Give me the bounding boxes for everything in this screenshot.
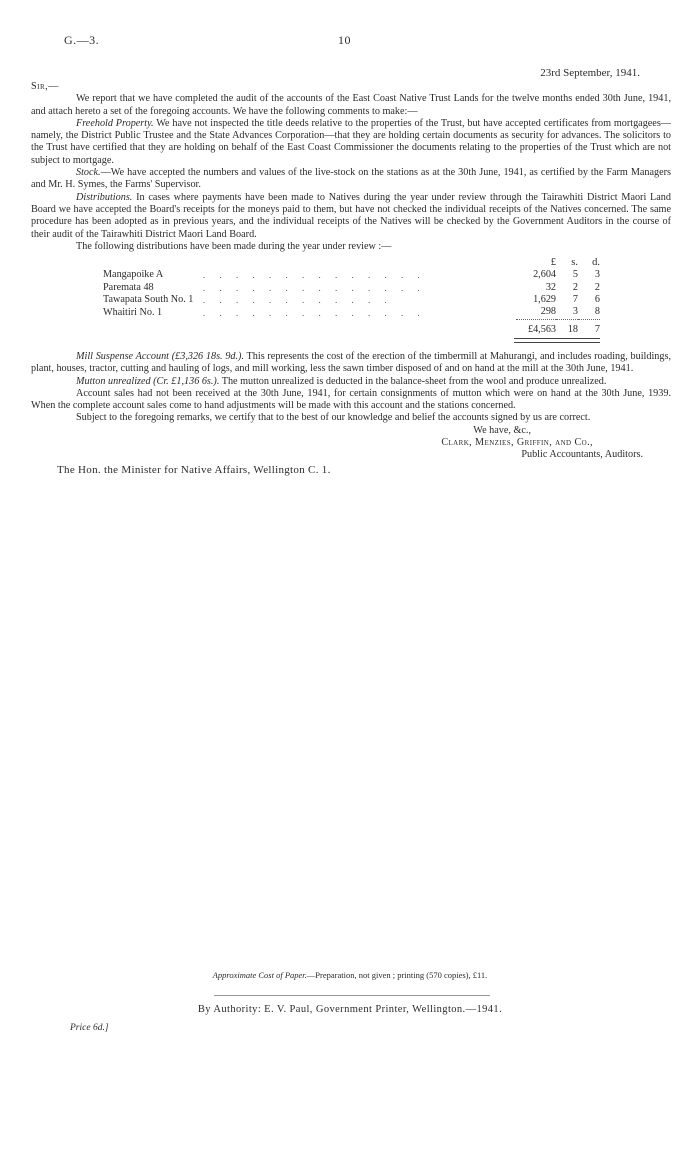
row-shillings: 5 xyxy=(572,269,578,281)
paragraph-text: Subject to the foregoing remarks, we certify that to the best of our knowledge and belief the accounts signed by us are correct. xyxy=(76,412,591,424)
footer-divider xyxy=(214,995,490,996)
page-number: 10 xyxy=(338,33,351,47)
letter-date: 23rd September, 1941. xyxy=(540,67,640,79)
row-pence: 2 xyxy=(594,281,600,293)
paragraph-stock xyxy=(31,167,671,192)
paragraph-text: Account sales had not been received at the 30th June, 1941, for certain consignments of mutton which were on hand at the 30th June, 1939. When the complete account sales come to hand adjustments will be made with this account and the stations concerned. xyxy=(31,387,671,412)
row-shillings: 2 xyxy=(572,281,578,293)
paragraph-account-sales xyxy=(31,388,671,413)
paragraph-text: We report that we have completed the audit of the accounts of the East Coast Native Trust Lands for the twelve months ended 30th June, 1941, and attach hereto a set of the foregoing accounts. We have the following comments to make:— xyxy=(31,93,671,117)
total-pounds: £4,563 xyxy=(516,319,556,336)
total-pence: 7 xyxy=(578,319,600,336)
row-pounds: 298 xyxy=(540,306,556,318)
row-pounds: 2,604 xyxy=(533,269,556,281)
paragraph-intro xyxy=(31,93,671,118)
paragraph-distributions xyxy=(31,192,671,241)
row-name: Whaitiri No. 1 xyxy=(103,306,163,318)
paragraph-text: This represents the cost of the erection of the timbermill at Mahurangi, and includes roading, buildings, plant, houses, tractor, cutting and hauling of logs, and mill working, less the sawn timber disposed of and on hand at the mill at the 30th June, 1941. xyxy=(31,350,671,375)
table-row xyxy=(31,269,600,281)
paragraph-mutton-unrealized xyxy=(31,376,671,388)
row-leader-dots: . . . . . . . . . . . . . . xyxy=(203,307,426,318)
paragraph-distributions-intro xyxy=(31,241,671,253)
row-name: Tawapata South No. 1 xyxy=(103,294,194,306)
row-leader-dots: . . . . . . . . . . . . xyxy=(203,295,393,306)
unit-pence: d. xyxy=(592,257,600,269)
paragraph-text: The following distributions have been made during the year under review :— xyxy=(76,240,392,252)
row-pounds: 1,629 xyxy=(533,294,556,306)
paragraph-freehold-property xyxy=(31,118,671,167)
printer-imprint: By Authority: E. V. Paul, Government Printer, Wellington.—1941. xyxy=(197,1004,503,1015)
row-pounds: 32 xyxy=(545,281,556,293)
paragraph-text: In cases where payments have been made to Natives during the year under review through the Tairawhiti District Maori Land Board we have accepted the Board's receipts for the moneys paid to them, but have not checked the individual receipts of the Natives concerned. The same procedure has been adopted as in previous years, and the individual receipts of the Natives will be checked by the Government Auditors in the course of their audit of the Tairawhiti District Maori Land Board. xyxy=(31,191,671,240)
table-row xyxy=(31,294,600,306)
unit-shillings: s. xyxy=(571,257,578,269)
row-shillings: 3 xyxy=(572,306,578,318)
printing-cost-note xyxy=(0,969,700,981)
total-double-rule xyxy=(514,338,600,343)
paragraph-text: —We have accepted the numbers and values of the live-stock on the stations as at the 30th June, 1941, as certified by the Farm Managers and Mr. H. Symes, the Farms' Supervisor. xyxy=(31,167,671,191)
salutation: Sir,— xyxy=(31,81,59,92)
paragraph-lead: Mill Suspense Account (£3,326 18s. 9d.). xyxy=(76,350,244,362)
table-row xyxy=(31,282,600,294)
cost-label: Approximate Cost of Paper. xyxy=(212,970,307,980)
letter-body xyxy=(31,81,671,476)
table-row xyxy=(31,306,600,319)
paragraph-lead: Stock. xyxy=(76,167,101,179)
paragraph-text: We have not inspected the title deeds relative to the properties of the Trust, but have accepted certificates from mortgagees—namely, the District Public Trustee and the State Advances Corporation—that they are holding certain documents as security for advances. The solicitors to the Trust have certified that they are holding on behalf of the East Coast Commissioner the documents relating to the properties of the Trust which are not subject to mortgage. xyxy=(31,117,671,166)
table-units-row xyxy=(31,257,600,269)
row-leader-dots: . . . . . . . . . . . . . . xyxy=(203,270,426,281)
signature-firm: Clark, Menzies, Griffin, and Co., xyxy=(441,437,593,449)
row-pence: 8 xyxy=(594,306,600,318)
row-shillings: 7 xyxy=(572,294,578,306)
signature-closing: We have, &c., xyxy=(473,424,531,436)
page-header-left: G.—3. xyxy=(64,33,100,47)
distributions-table xyxy=(31,257,600,336)
table-total-row xyxy=(31,319,600,336)
paragraph-certification xyxy=(31,412,671,424)
paragraph-lead: Freehold Property. xyxy=(76,117,154,129)
price-note: Price 6d.] xyxy=(70,1023,109,1033)
row-pence: 3 xyxy=(594,269,600,281)
paragraph-mill-suspense xyxy=(31,351,671,376)
row-name: Mangapoike A xyxy=(103,269,164,281)
unit-pounds: £ xyxy=(550,257,556,269)
cost-text: —Preparation, not given ; printing (570 copies), £11. xyxy=(306,970,488,980)
paragraph-lead: Distributions. xyxy=(76,191,133,203)
row-name: Paremata 48 xyxy=(103,281,154,293)
signature-title: Public Accountants, Auditors. xyxy=(521,449,643,461)
total-shillings: 18 xyxy=(556,319,578,336)
paragraph-lead: Mutton unrealized (Cr. £1,136 6s.). xyxy=(76,375,220,387)
row-pence: 6 xyxy=(594,294,600,306)
addressee: The Hon. the Minister for Native Affairs, Wellington C. 1. xyxy=(57,463,331,476)
row-leader-dots: . . . . . . . . . . . . . . xyxy=(203,282,426,293)
paragraph-text: The mutton unrealized is deducted in the balance-sheet from the wool and produce unrealized. xyxy=(219,375,607,387)
